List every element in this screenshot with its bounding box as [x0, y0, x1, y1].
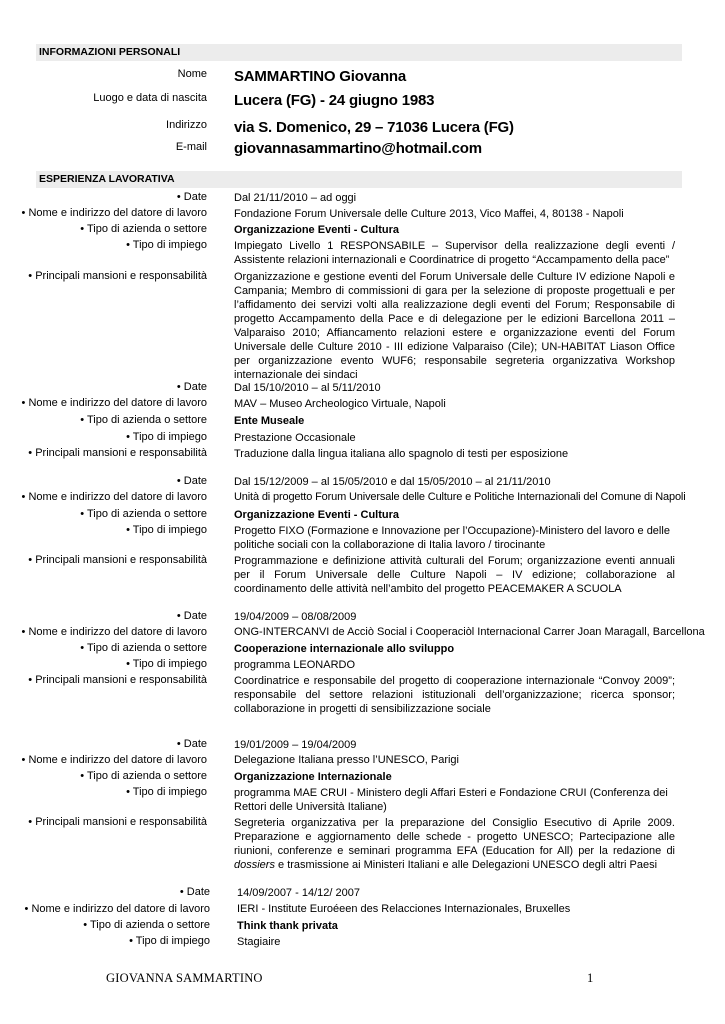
entry-job-type: Progetto FIXO (Formazione e Innovazione per l’Occupazione)-Ministero del lavoro e delle politiche sociali con la collaborazione di Italia lavoro / tirocinante	[234, 525, 670, 551]
duties-label: • Principali mansioni e responsabilità	[28, 270, 207, 282]
entry-sector: Cooperazione internazionale allo sviluppo	[234, 643, 455, 655]
address-value: via S. Domenico, 29 – 71036 Lucera (FG)	[234, 119, 514, 136]
entry-duties	[234, 816, 675, 872]
section-header-personal	[36, 44, 682, 61]
entry-job-type: Impiegato Livello 1 RESPONSABILE – Supervisor della realizzazione degli eventi / Assistente relazioni internazionali e Coordinatrice di progetto “Accampamento della pace”	[234, 240, 675, 266]
duties-label: • Principali mansioni e responsabilità	[28, 447, 207, 459]
employer-label: • Nome e indirizzo del datore di lavoro	[21, 626, 207, 638]
entry-sector: Ente Museale	[234, 415, 305, 427]
entry-employer: Delegazione Italiana presso l’UNESCO, Parigi	[234, 754, 459, 766]
entry-employer: MAV – Museo Archeologico Virtuale, Napoli	[234, 398, 446, 410]
entry-sector: Think thank privata	[237, 920, 338, 932]
entry-date: Dal 21/11/2010 – ad oggi	[234, 192, 357, 204]
name-label: Nome	[177, 68, 207, 80]
entry-duties-emphasis: dossiers	[234, 859, 275, 871]
entry-date: 19/04/2009 – 08/08/2009	[234, 611, 357, 623]
job-type-label: • Tipo di impiego	[129, 935, 210, 947]
entry-employer: ONG-INTERCANVI de Acciò Social i Cooperaciòl Internacional Carrer Joan Maragall, Barcellona	[234, 626, 705, 638]
job-type-label: • Tipo di impiego	[126, 431, 207, 443]
entry-job-type: Stagiaire	[237, 936, 281, 948]
footer-name: GIOVANNA SAMMARTINO	[106, 971, 263, 985]
employer-label: • Nome e indirizzo del datore di lavoro	[21, 754, 207, 766]
section-header-experience	[36, 171, 682, 188]
entry-job-type: Prestazione Occasionale	[234, 432, 356, 444]
entry-sector: Organizzazione Eventi - Cultura	[234, 509, 400, 521]
entry-date: Dal 15/12/2009 – al 15/05/2010 e dal 15/05/2010 – al 21/11/2010	[234, 476, 551, 488]
date-label: • Date	[176, 475, 207, 487]
date-label: • Date	[176, 381, 207, 393]
entry-duties: Coordinatrice e responsabile del progetto di cooperazione internazionale “Convoy 2009”; responsabile del settore relazioni istituzionali dell’organizzazione; ricerca sponsor; collaborazione in progetti di sensibilizzazione sociale	[234, 675, 675, 715]
date-label: • Date	[176, 191, 207, 203]
employer-label: • Nome e indirizzo del datore di lavoro	[21, 207, 207, 219]
entry-sector: Organizzazione Internazionale	[234, 771, 392, 783]
sector-label: • Tipo di azienda o settore	[80, 770, 207, 782]
entry-duties: Programmazione e definizione attività culturali del Forum; organizzazione eventi annuali per il Forum Universale delle Culture Napoli – IV edizione; collaborazione al coordinamento delle attività nell’ambito del progetto PEACEMAKER A SCUOLA	[234, 555, 675, 595]
section-title-personal: INFORMAZIONI PERSONALI	[39, 46, 181, 58]
employer-label: • Nome e indirizzo del datore di lavoro	[24, 903, 210, 915]
job-type-label: • Tipo di impiego	[126, 524, 207, 536]
entry-duties: Traduzione dalla lingua italiana allo spagnolo di testi per esposizione	[234, 448, 569, 460]
date-label: • Date	[176, 610, 207, 622]
employer-label: • Nome e indirizzo del datore di lavoro	[21, 491, 207, 503]
entry-sector: Organizzazione Eventi - Cultura	[234, 224, 400, 236]
duties-label: • Principali mansioni e responsabilità	[28, 674, 207, 686]
date-label: • Date	[179, 886, 210, 898]
name-value: SAMMARTINO Giovanna	[234, 68, 407, 85]
sector-label: • Tipo di azienda o settore	[80, 642, 207, 654]
entry-employer: IERI - Institute Euroéeen des Relacciones Internazionales, Bruxelles	[237, 903, 571, 915]
sector-label: • Tipo di azienda o settore	[83, 919, 210, 931]
entry-employer: Unità di progetto Forum Universale delle Culture e Politiche Internazionali del Comune di Napoli	[234, 491, 686, 503]
entry-job-type: programma MAE CRUI - Ministero degli Affari Esteri e Fondazione CRUI (Conferenza dei Rettori delle Università Italiane)	[234, 787, 668, 813]
entry-date: 14/09/2007 - 14/12/ 2007	[237, 887, 360, 899]
email-label: E-mail	[175, 141, 207, 153]
entry-employer: Fondazione Forum Universale delle Culture 2013, Vico Maffei, 4, 80138 - Napoli	[234, 208, 624, 220]
page-number: 1	[587, 971, 594, 985]
birth-label: Luogo e data di nascita	[93, 92, 207, 104]
date-label: • Date	[176, 738, 207, 750]
sector-label: • Tipo di azienda o settore	[80, 508, 207, 520]
entry-duties: Organizzazione e gestione eventi del Forum Universale delle Culture IV edizione Napoli e Campania; Membro di commissioni di gara per la selezione di proposte progettuali e per l’affidamento dei servizi volti alla realizzazione degli eventi del Forum; Responsabile di progetto Accampamento della Pace e di delegazione per le edizioni Barcellona 2011 – Valparaiso 2010; Affiancamento relazioni estere e organizzazione eventi del Forum Universale delle Culture 2010 - III edizione Valparaiso (Cile); UN-HABITAT Liason Office per organizzazione evento WUF6; responsabile segreteria organizzativa Workshop internazionale dei sindaci	[234, 271, 675, 381]
job-type-label: • Tipo di impiego	[126, 239, 207, 251]
duties-label: • Principali mansioni e responsabilità	[28, 554, 207, 566]
address-label: Indirizzo	[166, 119, 207, 131]
entry-date: Dal 15/10/2010 – al 5/11/2010	[234, 382, 381, 394]
sector-label: • Tipo di azienda o settore	[80, 223, 207, 235]
entry-duties-text-end: e trasmissione ai Ministeri Italiani e alle Delegazioni UNESCO degli altri Paesi	[274, 859, 658, 871]
sector-label: • Tipo di azienda o settore	[80, 414, 207, 426]
entry-duties-text: Segreteria organizzativa per la preparazione del Consiglio Esecutivo di Aprile 2009. Preparazione e aggiornamento delle schede - progetto UNESCO; Partecipazione alle riunioni, conferenze e seminari programma EFA (Education for All) per la redazione di	[234, 817, 675, 857]
job-type-label: • Tipo di impiego	[126, 786, 207, 798]
employer-label: • Nome e indirizzo del datore di lavoro	[21, 397, 207, 409]
entry-date: 19/01/2009 – 19/04/2009	[234, 739, 357, 751]
section-title-experience: ESPERIENZA LAVORATIVA	[39, 173, 175, 185]
job-type-label: • Tipo di impiego	[126, 658, 207, 670]
email-value: giovannasammartino@hotmail.com	[234, 140, 482, 157]
duties-label: • Principali mansioni e responsabilità	[28, 816, 207, 828]
birth-value: Lucera (FG) - 24 giugno 1983	[234, 92, 435, 109]
entry-job-type: programma LEONARDO	[234, 659, 356, 671]
